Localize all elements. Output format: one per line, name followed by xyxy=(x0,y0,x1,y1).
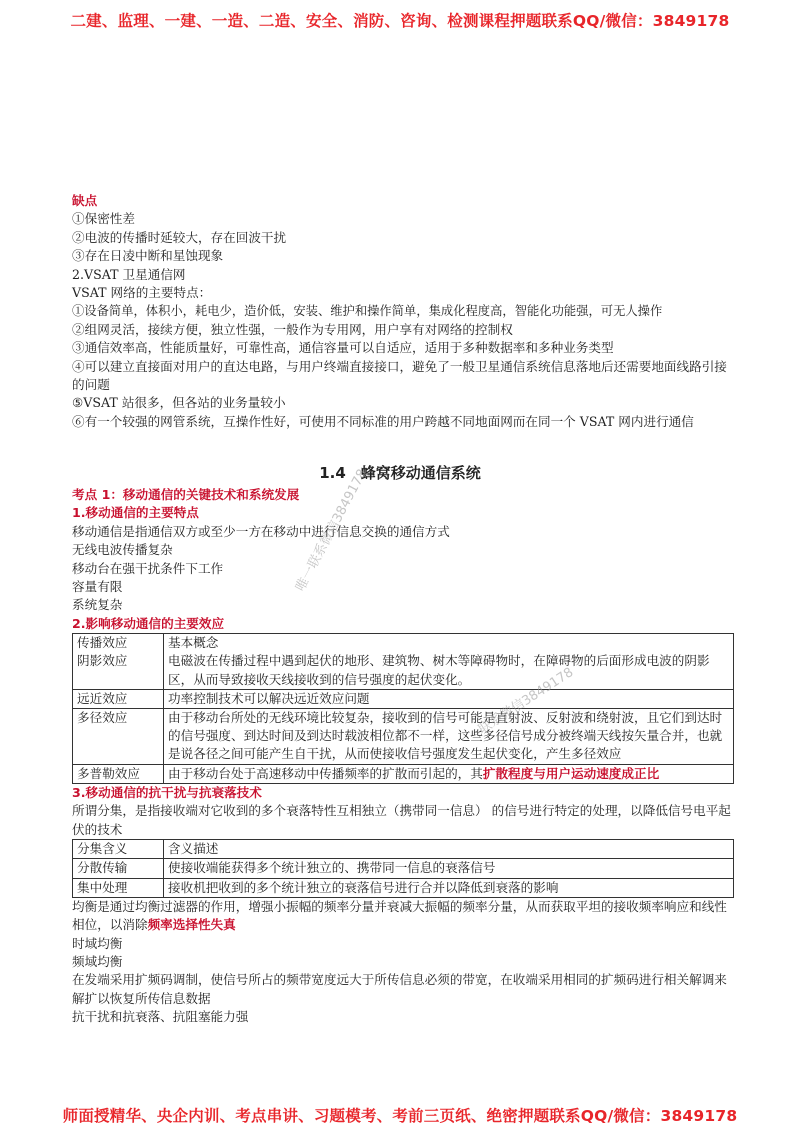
highlight-text: 扩散程度与用户运动速度成正比 xyxy=(482,765,660,781)
table-cell: 分散传输 xyxy=(73,859,164,878)
sub-heading-2: 2.影响移动通信的主要效应 xyxy=(72,615,225,631)
table-cell: 功率控制技术可以解决远近效应问题 xyxy=(164,689,734,708)
text-line: VSAT 网络的主要特点： xyxy=(72,285,212,301)
effects-table xyxy=(72,633,734,784)
table-cell: 由于移动台所处的无线环境比较复杂，接收到的信号可能是直射波、反射波和绕射波，且它们到达时的信号强度、到达时间及到达时载波相位都不一样，这些多径信号成分被终端天线按矢量合并，也就是说各径之间可能产生自干扰，从而使接收信号强度发生起伏变化，产生多径效应 xyxy=(164,709,734,765)
table-cell: 多径效应 xyxy=(73,709,164,765)
text-line: ③存在日凌中断和星蚀现象 xyxy=(72,248,224,264)
text-line: 移动通信是指通信双方或至少一方在移动中进行信息交换的通信方式 xyxy=(72,523,450,539)
table-cell: 由于移动台处于高速移动中传播频率的扩散而引起的，其扩散程度与用户运动速度成正比 xyxy=(164,764,734,783)
text-line: ①保密性差 xyxy=(72,211,135,227)
sub-heading-1: 1.移动通信的主要特点 xyxy=(72,505,199,521)
text-paragraph: ④可以建立直接面对用户的直达电路，与用户终端直接接口，避免了一般卫星通信系统信息落地后还需要地面线路引接的问题 xyxy=(72,358,727,393)
table-cell: 集中处理 xyxy=(73,878,164,897)
text-line: 容量有限 xyxy=(72,579,123,595)
section-disadvantages xyxy=(72,192,732,431)
table-row xyxy=(73,689,734,708)
text-paragraph: ⑥有一个较强的网管系统，互操作性好，可使用不同标准的用户跨越不同地面网而在同一个 VSAT 网内进行通信 xyxy=(72,413,694,429)
text-line: 抗干扰和抗衰落、抗阻塞能力强 xyxy=(72,1009,249,1025)
bottom-banner: 师面授精华、央企内训、考点串讲、习题模考、考前三页纸、绝密押题联系QQ/微信：3849178 xyxy=(62,1107,738,1125)
text-line: ⑤VSAT 站很多，但各站的业务量较小 xyxy=(72,395,286,411)
table-cell: 含义描述 xyxy=(164,840,734,859)
chapter-title: 1.4 蜂窝移动通信系统 xyxy=(319,464,481,482)
text-line: 频域均衡 xyxy=(72,953,123,969)
table-cell: 远近效应 xyxy=(73,689,164,708)
text-paragraph: 均衡是通过均衡过滤器的作用，增强小振幅的频率分量并衰减大振幅的频率分量，从而获取平坦的接收频率响应和线性相位，以消除频率选择性失真 xyxy=(72,898,727,933)
text-line: ①设备简单，体积小，耗电少，造价低，安装、维护和操作简单，集成化程度高，智能化功能强，可无人操作 xyxy=(72,304,663,319)
table-cell: 基本概念 电磁波在传播过程中遇到起伏的地形、建筑物、树木等障碍物时，在障碍物的后面形成电波的阴影区，从而导致接收天线接收到的信号强度的起伏变化。 xyxy=(164,634,734,690)
section-heading: 缺点 xyxy=(72,193,98,208)
table-cell: 接收机把收到的多个统计独立的衰落信号进行合并以降低到衰落的影响 xyxy=(164,878,734,897)
table-cell: 使接收端能获得多个统计独立的、携带同一信息的衰落信号 xyxy=(164,859,734,878)
top-banner: 二建、监理、一建、一造、二造、安全、消防、咨询、检测课程押题联系QQ/微信：3849178 xyxy=(70,12,730,30)
table-row xyxy=(73,878,734,897)
highlight-text: 频率选择性失真 xyxy=(147,917,236,933)
table-row xyxy=(73,764,734,783)
text-line: 2.VSAT 卫星通信网 xyxy=(72,266,186,282)
table-row xyxy=(73,634,734,690)
text-line: 无线电波传播复杂 xyxy=(72,542,173,558)
text-line: ③通信效率高，性能质量好，可靠性高，通信容量可以自适应，适用于多种数据率和多种业务类型 xyxy=(72,340,614,356)
text-line: ②组网灵活，接续方便，独立性强，一般作为专用网，用户享有对网络的控制权 xyxy=(72,321,513,337)
diversity-table xyxy=(72,839,734,898)
table-cell: 多普勒效应 xyxy=(73,764,164,783)
watermark: 唯一联系微信3849178 xyxy=(293,466,371,594)
text-line: 系统复杂 xyxy=(72,597,123,613)
watermark: 联系微信3849178 xyxy=(475,664,577,738)
kaodian-heading: 考点 1：移动通信的关键技术和系统发展 xyxy=(72,487,300,502)
text-line: 时域均衡 xyxy=(72,935,123,951)
text-paragraph: 在发端采用扩频码调制，使信号所占的频带宽度远大于所传信息必须的带宽，在收端采用相同的扩频码进行相关解调来解扩以恢复所传信息数据 xyxy=(72,972,727,1006)
sub-heading-3: 3.移动通信的抗干扰与抗衰落技术 xyxy=(72,784,262,800)
text-paragraph: 所谓分集，是指接收端对它收到的多个衰落特性互相独立（携带同一信息） 的信号进行特定的处理，以降低信号电平起伏的技术 xyxy=(72,803,731,837)
table-cell: 传播效应 阴影效应 xyxy=(73,634,164,690)
table-row xyxy=(73,709,734,765)
table-row xyxy=(73,859,734,878)
text-line: 移动台在强干扰条件下工作 xyxy=(72,560,224,576)
section-mobile xyxy=(72,486,732,1027)
table-row xyxy=(73,840,734,859)
text-line: ②电波的传播时延较大，存在回波干扰 xyxy=(72,229,287,245)
table-cell: 分集含义 xyxy=(73,840,164,859)
